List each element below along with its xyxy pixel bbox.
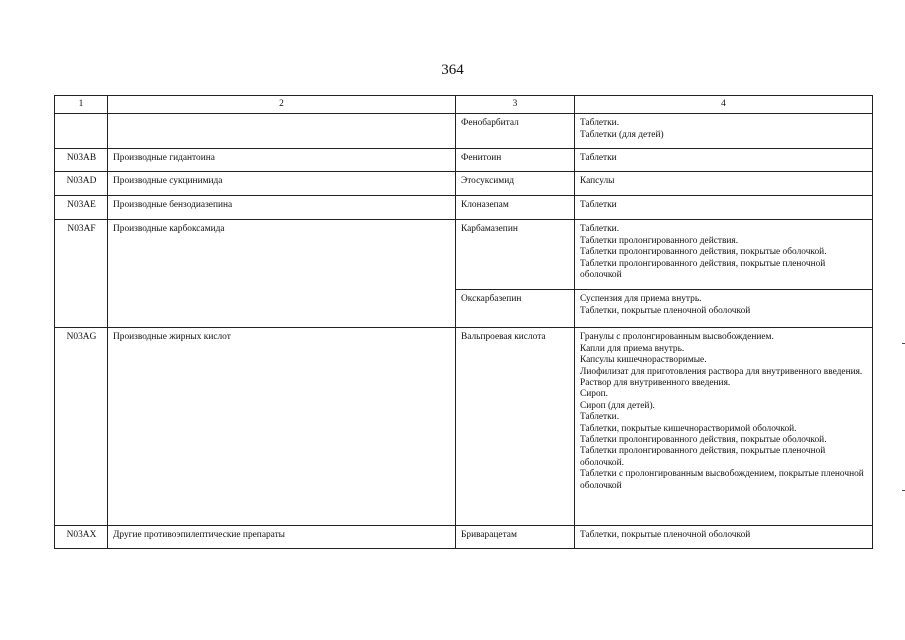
drug-name-cell: Карбамазепин: [456, 220, 575, 290]
atc-code-cell: N03AE: [55, 196, 108, 220]
atc-code-cell: N03AX: [55, 526, 108, 549]
dosage-form: Суспензия для приема внутрь.: [580, 294, 702, 305]
dosage-form: Таблетки.: [580, 118, 620, 129]
drug-name-cell: Фенитоин: [456, 149, 575, 172]
page-number: 364: [441, 62, 464, 78]
atc-code-cell: N03AD: [55, 172, 108, 196]
column-header: 3: [456, 96, 575, 114]
dosage-form: Капсулы кишечнорастворимые.: [580, 355, 707, 366]
dosage-forms-cell: [575, 114, 873, 149]
group-cell: Другие противоэпилептические препараты: [108, 526, 456, 549]
group-cell: Производные карбоксамида: [108, 220, 456, 328]
dosage-form: Лиофилизат для приготовления раствора для внутривенного введения.: [580, 366, 863, 377]
dosage-forms-cell: [575, 526, 873, 549]
dosage-form: Таблетки, покрытые кишечнорастворимой оболочкой.: [580, 423, 797, 434]
table-row: [55, 114, 873, 149]
group-cell: Производные сукцинимида: [108, 172, 456, 196]
dosage-forms-cell: [575, 290, 873, 328]
drug-name-cell: Этосуксимид: [456, 172, 575, 196]
dosage-form: Сироп (для детей).: [580, 400, 655, 411]
dosage-form: Таблетки.: [580, 412, 620, 423]
dosage-form: Гранулы с пролонгированным высвобождением.: [580, 332, 774, 343]
table-row: [55, 220, 873, 290]
group-cell: Производные жирных кислот: [108, 328, 456, 526]
atc-code-cell: N03AF: [55, 220, 108, 328]
atc-code-cell: N03AG: [55, 328, 108, 526]
dosage-form: Капсулы: [580, 176, 615, 187]
dosage-form: Таблетки пролонгированного действия, покрытые пленочной оболочкой: [580, 258, 826, 281]
drug-name-cell: Вальпроевая кислота: [456, 328, 575, 526]
dosage-form: Таблетки: [580, 153, 617, 164]
column-header: 4: [575, 96, 873, 114]
table-row: [55, 172, 873, 196]
header-row: [55, 96, 873, 114]
table-row: [55, 526, 873, 549]
dosage-form: Таблетки.: [580, 224, 620, 235]
dosage-form: Таблетки пролонгированного действия, покрытые оболочкой.: [580, 435, 827, 446]
drug-name-cell: Бриварацетам: [456, 526, 575, 549]
dosage-form: Раствор для внутривенного введения.: [580, 378, 731, 389]
drug-table: [54, 95, 873, 549]
table-body: [55, 114, 873, 549]
dosage-form: Таблетки пролонгированного действия.: [580, 235, 739, 246]
atc-code-cell: [55, 114, 108, 149]
table-row: [55, 149, 873, 172]
dosage-forms-cell: [575, 149, 873, 172]
dosage-forms-cell: [575, 220, 873, 290]
dosage-form: Таблетки: [580, 200, 617, 211]
dosage-form: Таблетки (для детей): [580, 129, 664, 140]
drug-name-cell: Окскарбазепин: [456, 290, 575, 328]
group-cell: Производные бензодиазепина: [108, 196, 456, 220]
dosage-form: Таблетки, покрытые пленочной оболочкой: [580, 305, 751, 316]
dosage-forms-cell: [575, 172, 873, 196]
drug-name-cell: Клоназепам: [456, 196, 575, 220]
dosage-form: Капли для приема внутрь.: [580, 343, 685, 354]
dosage-forms-cell: [575, 196, 873, 220]
table-row: [55, 196, 873, 220]
table-row: [55, 328, 873, 526]
dosage-form: Таблетки пролонгированного действия, покрытые оболочкой.: [580, 247, 827, 258]
group-cell: Производные гидантоина: [108, 149, 456, 172]
group-cell: [108, 114, 456, 149]
atc-code-cell: N03AB: [55, 149, 108, 172]
dosage-form: Таблетки пролонгированного действия, покрытые пленочной оболочкой.: [580, 446, 826, 468]
dosage-form: Таблетки с пролонгированным высвобождением, покрытые пленочной оболочкой: [580, 469, 864, 491]
dosage-form: Сироп.: [580, 389, 609, 400]
drug-name-cell: Фенобарбитал: [456, 114, 575, 149]
column-header: 2: [108, 96, 456, 114]
dosage-form: Таблетки, покрытые пленочной оболочкой: [580, 530, 751, 541]
column-header: 1: [55, 96, 108, 114]
dosage-forms-cell: [575, 328, 873, 526]
